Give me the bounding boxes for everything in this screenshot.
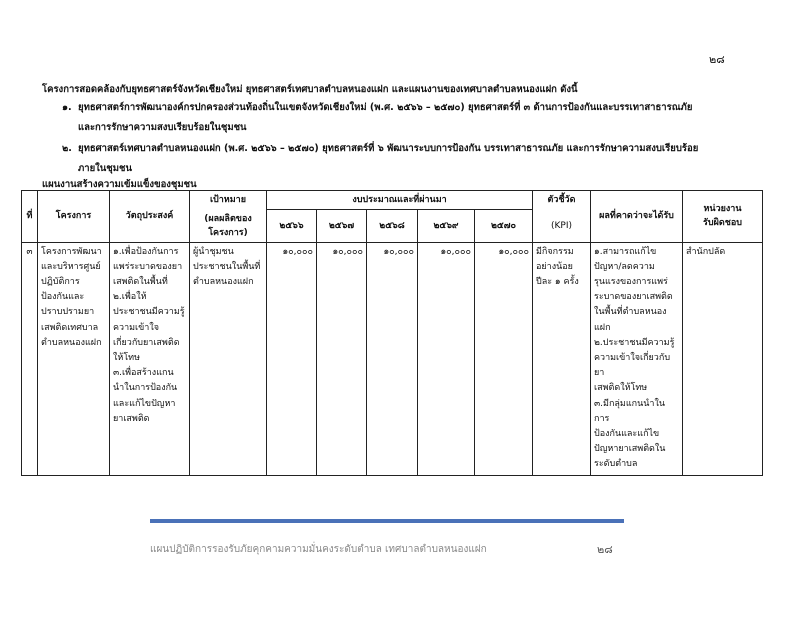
strategy-number: ๒. [62, 143, 72, 154]
cell-objective: ๑.เพื่อป้องกันการ แพร่ระบาดของยา เสพติดในพื้นที่ ๒.เพื่อให้ ประชาชนมีความรู้ ความเข้าใจ เกี่ยวกับยาเสพติด ให้โทษ ๓.เพื่อสร้างแกน นำในการป้องกัน และแก้ไขปัญหา ยาเสพติด [110, 242, 190, 475]
header-year: ๒๕๖๖ [267, 210, 317, 243]
strategy-number: ๑. [62, 102, 72, 113]
cell-budget: ๑๐,๐๐๐ [367, 242, 418, 475]
strategy-line: ยุทธศาสตร์เทศบาลตำบลหนองแฝก (พ.ศ. ๒๕๖๖ – ๒๕๗๐) ยุทธศาสตร์ที่ ๖ พัฒนาระบบการป้องกัน บรรเทาสาธารณภัย และการรักษาความสงบเรียบร้อย [78, 143, 699, 154]
cell-budget: ๑๐,๐๐๐ [475, 242, 533, 475]
cell-budget: ๑๐,๐๐๐ [267, 242, 317, 475]
cell-kpi: มีกิจกรรม อย่างน้อย ปีละ ๑ ครั้ง [533, 242, 591, 475]
page-number-top: ๒๘ [709, 53, 725, 66]
table-row [22, 242, 763, 475]
strategy-line-continued: และการรักษาความสงบเรียบร้อยในชุมชน [78, 122, 247, 133]
plan-title: แผนงานสร้างความเข้มแข็งของชุมชน [42, 179, 197, 190]
cell-target: ผู้นำชุมชน ประชาชนในพื้นที่ ตำบลหนองแฝก [190, 242, 267, 475]
strategy-line-continued: ภายในชุมชน [78, 163, 132, 174]
footer-page-number: ๒๘ [597, 543, 613, 556]
header-target: เป้าหมาย [190, 191, 267, 210]
header-year: ๒๕๖๗ [317, 210, 367, 243]
strategy-item-2 [62, 139, 698, 179]
header-kpi: ตัวชี้วัด [533, 191, 591, 210]
header-kpi-sub: (KPI) [533, 210, 591, 243]
header-unit: หน่วยงาน รับผิดชอบ [683, 191, 763, 243]
header-year: ๒๕๖๘ [367, 210, 418, 243]
header-results: ผลที่คาดว่าจะได้รับ [591, 191, 683, 243]
cell-budget: ๑๐,๐๐๐ [317, 242, 367, 475]
strategy-item-1 [62, 98, 692, 138]
cell-unit: สำนักปลัด [683, 242, 763, 475]
header-target-sub: (ผลผลิตของ โครงการ) [190, 210, 267, 243]
header-year: ๒๕๖๙ [418, 210, 475, 243]
budget-table [21, 190, 763, 476]
cell-project: โครงการพัฒนา และบริหารศูนย์ ปฏิบัติการ ป้องกันและ ปราบปรามยา เสพติดเทศบาล ตำบลหนองแฝก [38, 242, 110, 475]
footer-divider [150, 519, 624, 523]
header-budget: งบประมาณและที่ผ่านมา [267, 191, 533, 210]
header-objective: วัตถุประสงค์ [110, 191, 190, 243]
cell-no: ๓ [22, 242, 38, 475]
cell-budget: ๑๐,๐๐๐ [418, 242, 475, 475]
strategy-line: ยุทธศาสตร์การพัฒนาองค์กรปกครองส่วนท้องถิ่นในเขตจังหวัดเชียงใหม่ (พ.ศ. ๒๕๖๖ – ๒๕๗๐) ยุทธศาสตร์ที่ ๓ ด้านการป้องกันและบรรเทาสาธารณภัย [78, 102, 693, 113]
header-year: ๒๕๗๐ [475, 210, 533, 243]
footer-text: แผนปฏิบัติการรองรับภัยคุกคามความมั่นคงระดับตำบล เทศบาลตำบลหนองแฝก [150, 544, 487, 555]
header-project: โครงการ [38, 191, 110, 243]
header-no: ที่ [22, 191, 38, 243]
intro-text: โครงการสอดคล้องกับยุทธศาสตร์จังหวัดเชียงใหม่ ยุทธศาสตร์เทศบาลตำบลหนองแฝก และแผนงานของเทศบาลตำบลหนองแฝก ดังนี้ [42, 84, 578, 95]
cell-results: ๑.สามารถแก้ไข ปัญหา/ลดความ รุนแรงของการแพร่ ระบาดของยาเสพติด ในพื้นที่ตำบลหนอง แฝก ๒.ประชาชนมีความรู้ ความเข้าใจเกี่ยวกับยา เสพติดให้โทษ ๓.มีกลุ่มแกนนำในการ ป้องกันและแก้ไข ปัญหายาเสพติดใน ระดับตำบล [591, 242, 683, 475]
